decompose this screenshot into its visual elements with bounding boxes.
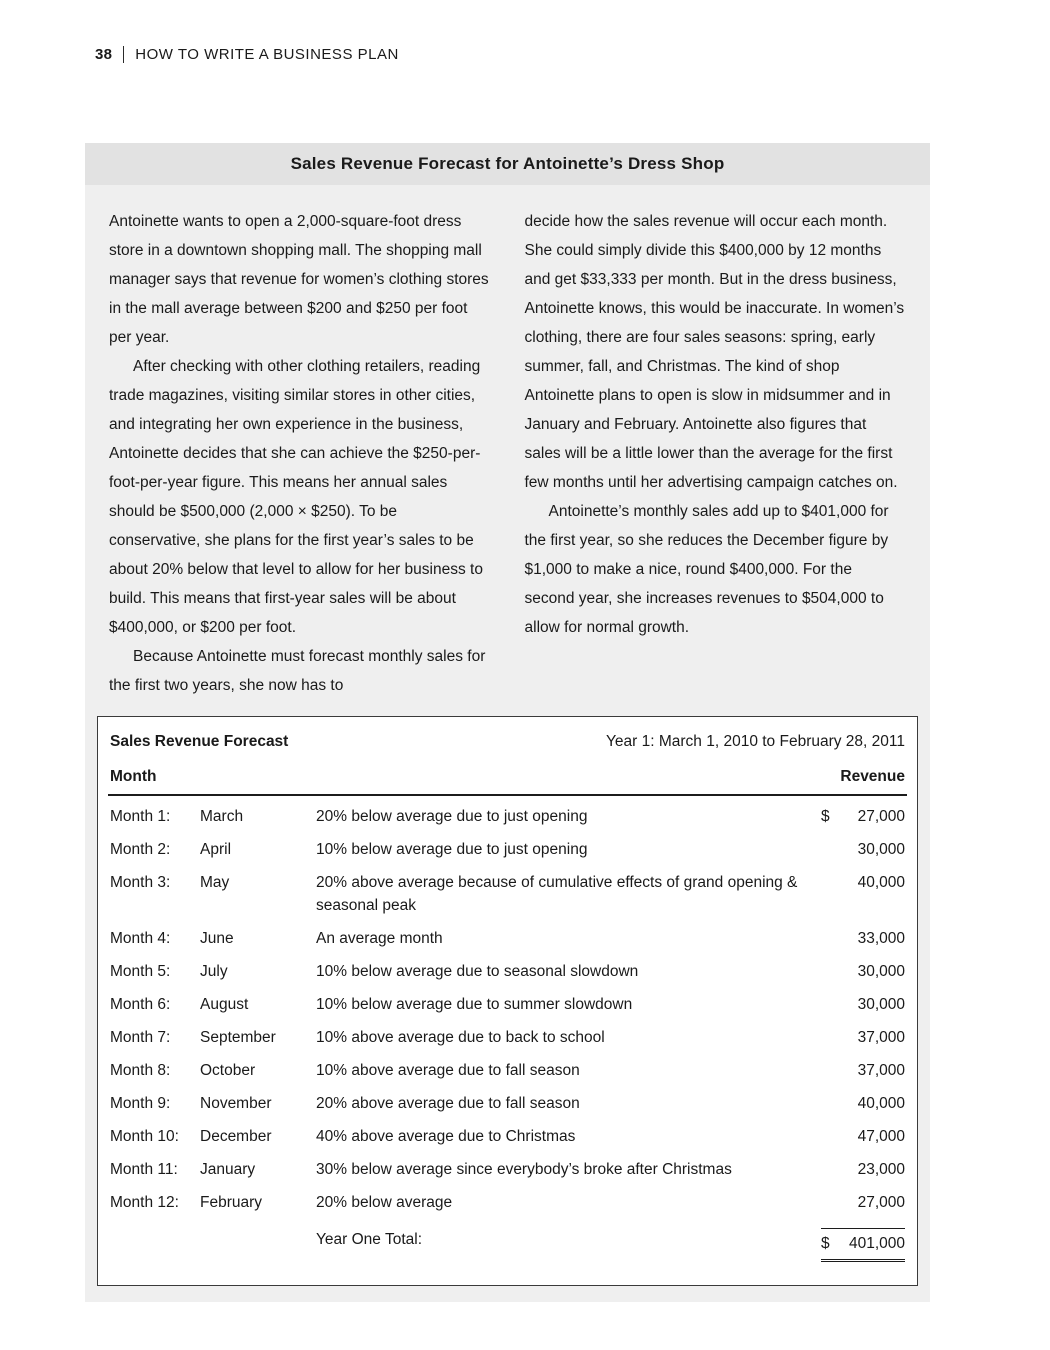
table-period: Year 1: March 1, 2010 to February 28, 2011: [606, 733, 905, 750]
row-month: July: [200, 963, 228, 980]
row-revenue: [821, 1191, 905, 1214]
row-note: 20% above average due to fall season: [316, 1095, 580, 1112]
row-revenue: [821, 927, 905, 950]
box-title: Sales Revenue Forecast for Antoinette’s Dress Shop: [85, 143, 930, 185]
row-revenue: [821, 871, 905, 894]
table-row: [108, 1087, 907, 1120]
table-row: [108, 955, 907, 988]
row-label: Month 6:: [110, 996, 171, 1013]
row-revenue: [821, 993, 905, 1016]
row-amount: 40,000: [857, 874, 905, 891]
table-total-row: [108, 1223, 907, 1267]
row-amount: 40,000: [857, 1095, 905, 1112]
row-revenue: [821, 1092, 905, 1115]
table-row: [108, 833, 907, 866]
row-month: March: [200, 808, 244, 825]
row-note: 10% above average due to back to school: [316, 1029, 605, 1046]
table-row: [108, 1153, 907, 1186]
row-label: Month 1:: [110, 808, 171, 825]
row-month: April: [200, 841, 232, 858]
row-amount: 27,000: [857, 808, 905, 825]
row-note: 20% below average due to just opening: [316, 808, 588, 825]
row-revenue: [821, 1158, 905, 1181]
body-columns: [85, 185, 930, 710]
table-caption: [108, 730, 907, 763]
row-amount: 37,000: [857, 1062, 905, 1079]
total-revenue: [821, 1228, 905, 1262]
paragraph: decide how the sales revenue will occur each month. She could simply divide this $400,000 by 12 months and get $33,333 per month. But in the dress business, Antoinette knows, this would be inaccurate. In women’s clothing, there are four sales seasons: spring, early summer, fall, and Christmas. The kind of shop Antoinette plans to open is slow in midsummer and in January and February. Antoinette also figures that sales will be a little lower than the average for the first few months until her advertising campaign catches on.: [524, 213, 905, 491]
table-row: [108, 866, 907, 922]
row-label: Month 5:: [110, 963, 171, 980]
row-amount: 27,000: [857, 1194, 905, 1211]
paragraph: Antoinette wants to open a 2,000-square-foot dress store in a downtown shopping mall. The shopping mall manager says that revenue for women’s clothing stores in the mall average between $200 and $250 per foot per year.: [109, 213, 489, 346]
row-revenue: [821, 960, 905, 983]
row-month: June: [200, 930, 234, 947]
row-label: Month 3:: [110, 874, 171, 891]
row-month: May: [200, 874, 230, 891]
paragraph: Antoinette’s monthly sales add up to $401,000 for the first year, so she reduces the December figure by $1,000 to make a nice, round $400,000. For the second year, she increases revenues to $504,000 to allow for normal growth.: [524, 503, 889, 636]
row-label: Month 7:: [110, 1029, 171, 1046]
row-revenue: [821, 805, 905, 828]
forecast-table: [97, 716, 918, 1286]
left-column: [109, 207, 491, 700]
book-title: HOW TO WRITE A BUSINESS PLAN: [135, 46, 399, 63]
row-amount: 47,000: [857, 1128, 905, 1145]
table-row: [108, 922, 907, 955]
row-label: Month 12:: [110, 1194, 179, 1211]
row-amount: 33,000: [857, 930, 905, 947]
row-month: February: [200, 1194, 263, 1211]
row-month: January: [200, 1161, 256, 1178]
revenue-column-header: Revenue: [840, 768, 905, 785]
row-note: 10% below average due to seasonal slowdown: [316, 963, 639, 980]
row-label: Month 11:: [110, 1161, 178, 1178]
example-box: [85, 143, 930, 1302]
paragraph: After checking with other clothing retailers, reading trade magazines, visiting similar stores in other cities, and integrating her own experience in the business, Antoinette decides that she can achieve the $250-per-foot-per-year figure. This means her annual sales should be $500,000 (2,000 × $250). To be conservative, she plans for the first year’s sales to be about 20% below that level to allow for her business to build. This means that first-year sales will be about $400,000, or $200 per foot.: [109, 358, 483, 636]
currency-sign: $: [821, 1235, 830, 1252]
table-row: [108, 1120, 907, 1153]
row-amount: 23,000: [857, 1161, 905, 1178]
row-month: December: [200, 1128, 272, 1145]
table-title: Sales Revenue Forecast: [110, 733, 289, 750]
row-month: November: [200, 1095, 272, 1112]
table-row: [108, 988, 907, 1021]
page-header: [95, 46, 399, 63]
total-label: Year One Total:: [316, 1231, 422, 1248]
table-row: [108, 1186, 907, 1219]
paragraph: Because Antoinette must forecast monthly sales for the first two years, she now has to: [109, 648, 486, 694]
currency-sign: $: [821, 808, 830, 825]
row-label: Month 8:: [110, 1062, 171, 1079]
row-revenue: [821, 838, 905, 861]
row-note: 30% below average since everybody’s broke after Christmas: [316, 1161, 732, 1178]
row-note: 40% above average due to Christmas: [316, 1128, 576, 1145]
row-note: 10% below average due to just opening: [316, 841, 588, 858]
row-note: 20% below average: [316, 1194, 453, 1211]
row-amount: 30,000: [857, 996, 905, 1013]
table-row: [108, 1021, 907, 1054]
row-amount: 30,000: [857, 841, 905, 858]
row-month: August: [200, 996, 249, 1013]
row-note: 10% above average due to fall season: [316, 1062, 580, 1079]
row-note: 10% below average due to summer slowdown: [316, 996, 633, 1013]
row-month: October: [200, 1062, 256, 1079]
row-revenue: [821, 1059, 905, 1082]
row-label: Month 10:: [110, 1128, 179, 1145]
table-row: [108, 1054, 907, 1087]
row-revenue: [821, 1125, 905, 1148]
row-note: 20% above average because of cumulative effects of grand opening & seasonal peak: [316, 874, 798, 914]
row-month: September: [200, 1029, 276, 1046]
table-row: [108, 800, 907, 833]
row-amount: 37,000: [857, 1029, 905, 1046]
total-amount: 401,000: [848, 1235, 905, 1252]
row-note: An average month: [316, 930, 443, 947]
row-amount: 30,000: [857, 963, 905, 980]
table-column-headers: [108, 763, 907, 796]
row-label: Month 4:: [110, 930, 171, 947]
row-label: Month 2:: [110, 841, 171, 858]
month-column-header: Month: [110, 768, 157, 785]
right-column: [525, 207, 907, 700]
row-revenue: [821, 1026, 905, 1049]
header-divider: [123, 46, 124, 63]
row-label: Month 9:: [110, 1095, 171, 1112]
page-number: 38: [95, 46, 113, 63]
